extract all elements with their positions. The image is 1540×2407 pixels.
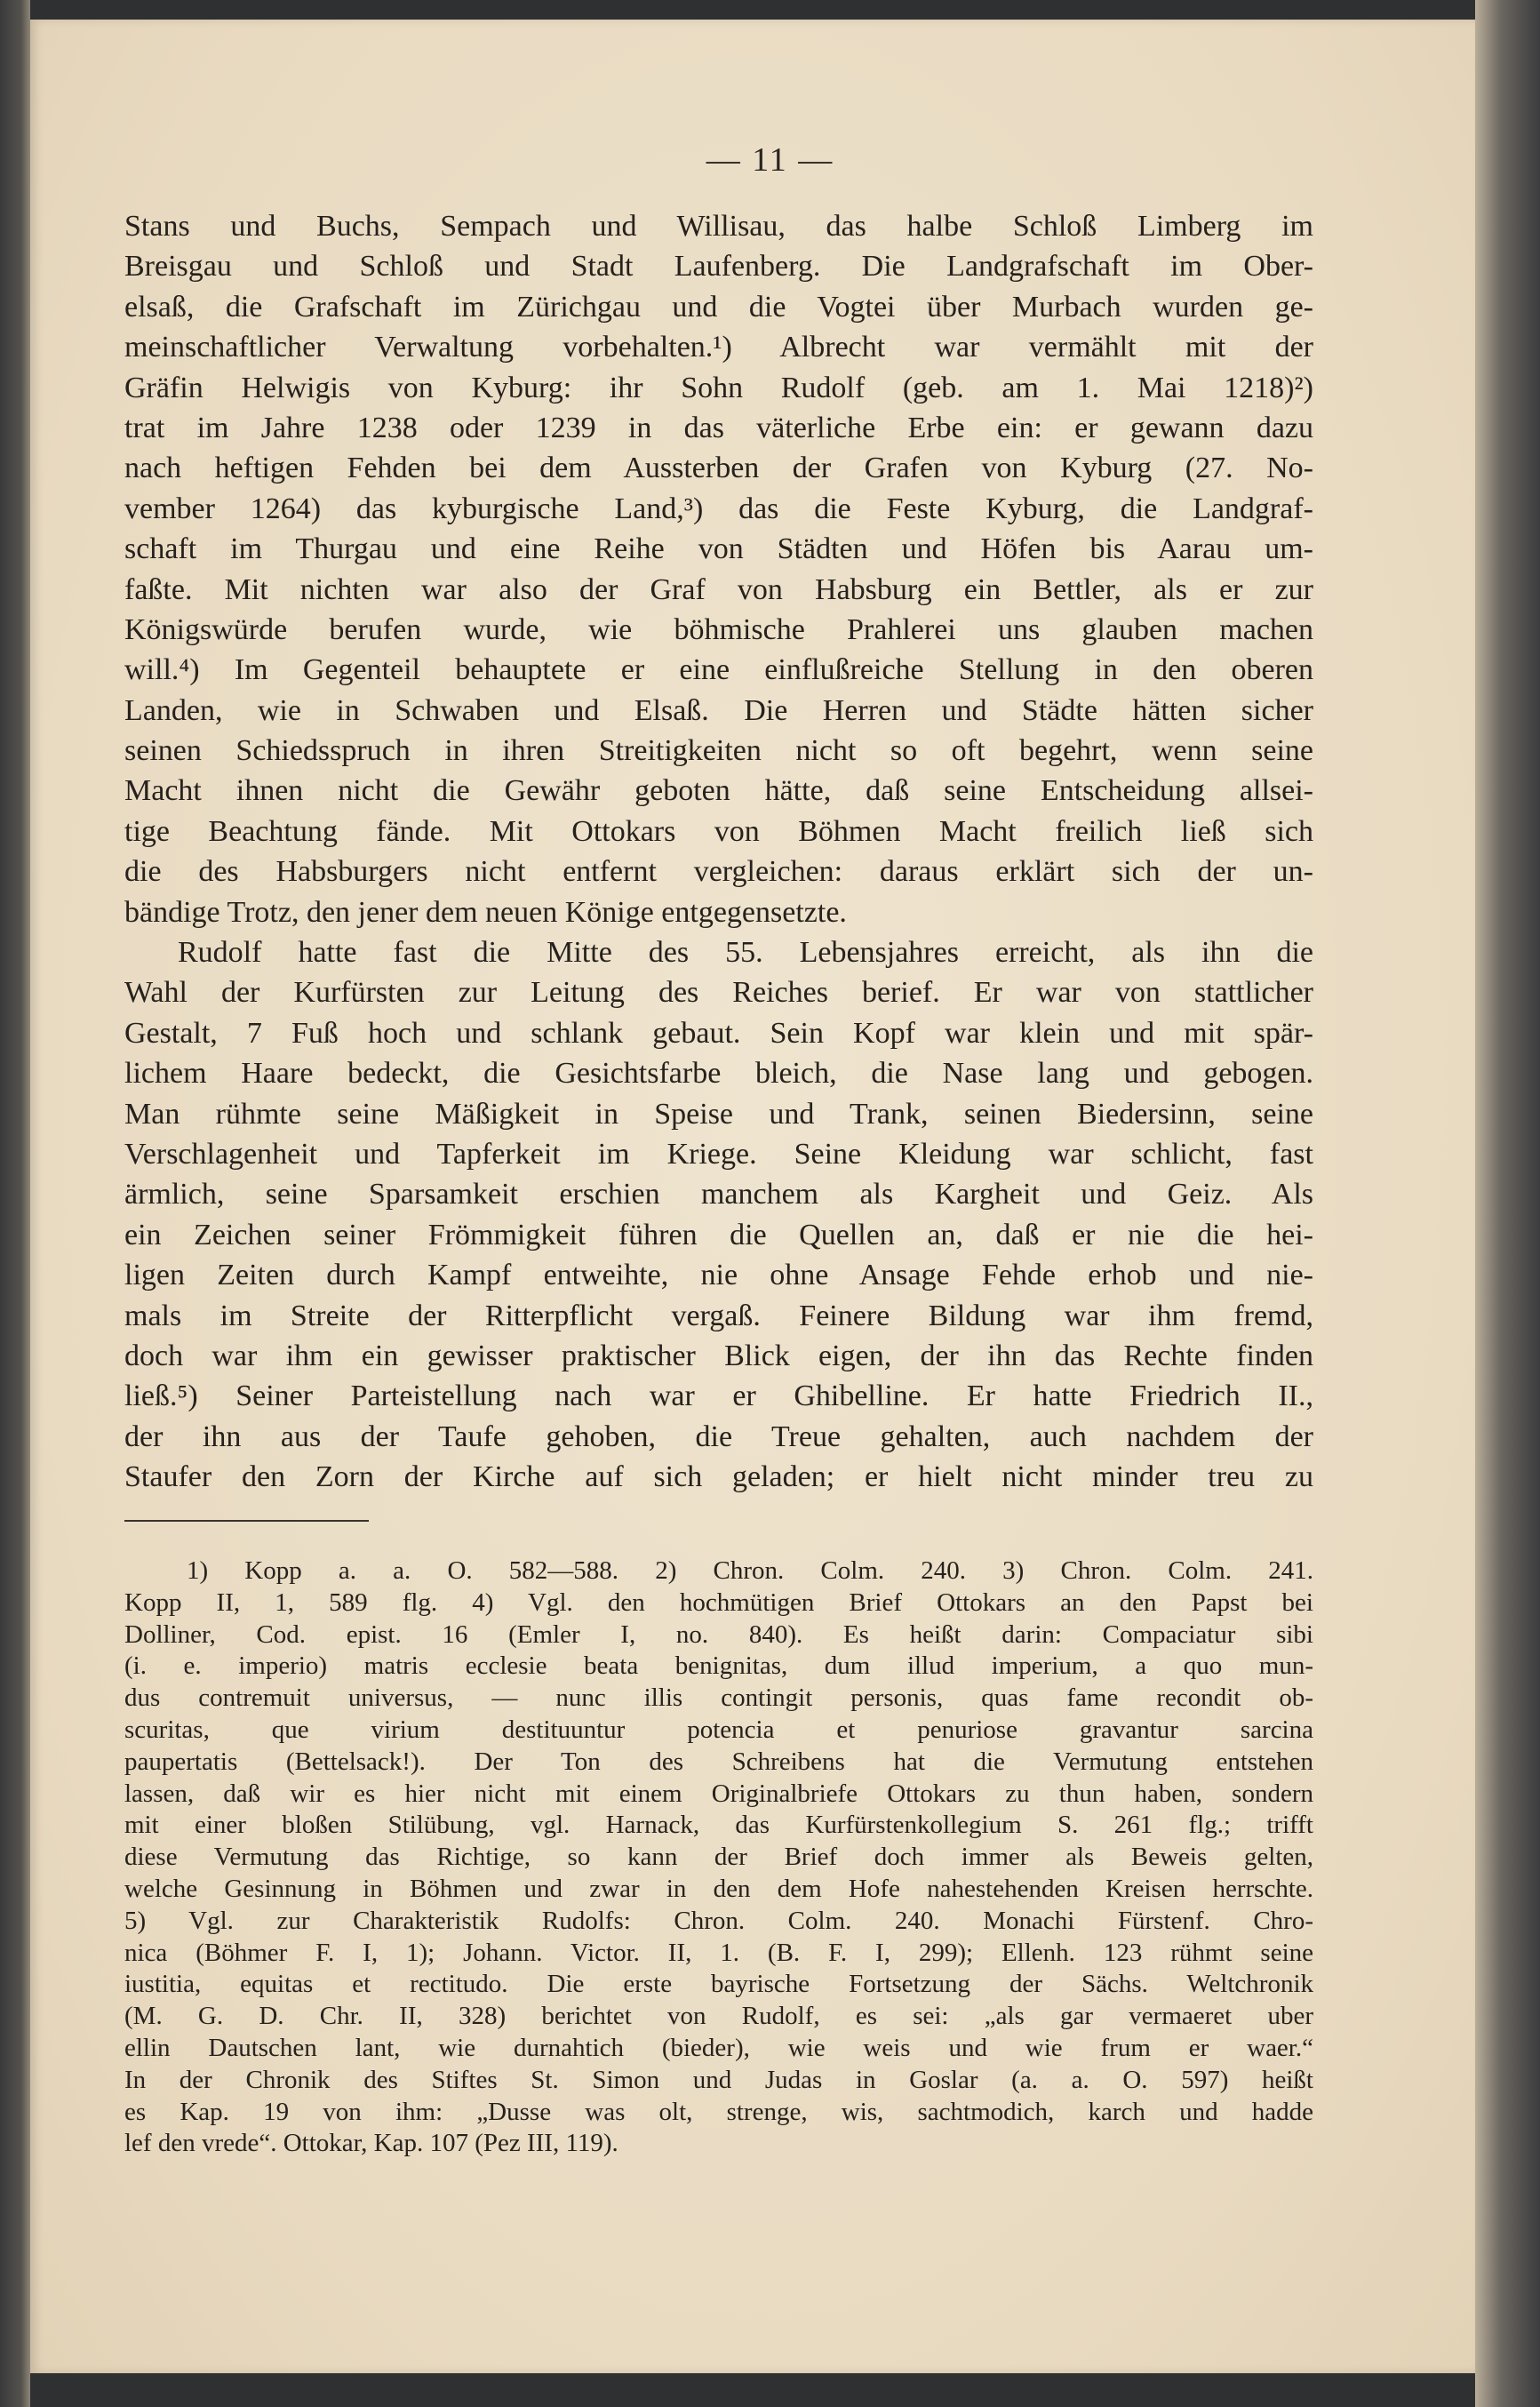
footnotes — [124, 1555, 1313, 2160]
footnote-line: In der Chronik des Stiftes St. Simon und Judas in Goslar (a. a. O. 597) heißt — [124, 2065, 1313, 2094]
footnote-line: (i. e. imperio) matris ecclesie beata benignitas, dum illud imperium, a quo mun- — [124, 1651, 1313, 1681]
text-line: trat im Jahre 1238 oder 1239 in das väterliche Erbe ein: er gewann dazu — [124, 411, 1313, 444]
text-line: Man rühmte seine Mäßigkeit in Speise und Trank, seinen Biedersinn, seine — [124, 1097, 1313, 1131]
text-line: ärmlich, seine Sparsamkeit erschien manchem als Kargheit und Geiz. Als — [124, 1178, 1313, 1211]
text-line: doch war ihm ein gewisser praktischer Blick eigen, der ihn das Rechte finden — [124, 1339, 1313, 1372]
text-line: lichem Haare bedeckt, die Gesichtsfarbe bleich, die Nase lang und gebogen. — [124, 1057, 1313, 1091]
footnote-line: es Kap. 19 von ihm: „Dusse was olt, strenge, wis, sachtmodich, karch und hadde — [124, 2097, 1313, 2126]
text-line: nach heftigen Fehden bei dem Aussterben der Grafen von Kyburg (27. No- — [124, 452, 1313, 485]
text-line: Breisgau und Schloß und Stadt Laufenberg. Die Landgrafschaft im Ober- — [124, 250, 1313, 284]
text-line: Königswürde berufen wurde, wie böhmische Prahlerei uns glauben machen — [124, 612, 1313, 646]
footnote-line: Dolliner, Cod. epist. 16 (Emler I, no. 840). Es heißt darin: Compaciatur sibi — [124, 1619, 1313, 1649]
text-line: Gestalt, 7 Fuß hoch und schlank gebaut. Sein Kopf war klein und mit spär- — [124, 1016, 1313, 1050]
footnote-line: paupertatis (Bettelsack!). Der Ton des Schreibens hat die Vermutung entstehen — [124, 1747, 1313, 1776]
footnote-line: (M. G. D. Chr. II, 328) berichtet von Rudolf, es sei: „als gar vermaeret uber — [124, 2002, 1313, 2031]
text-line: ein Zeichen seiner Frömmigkeit führen die Quellen an, daß er nie die hei- — [124, 1218, 1313, 1251]
text-line: der ihn aus der Taufe gehoben, die Treue gehalten, auch nachdem der — [124, 1419, 1313, 1453]
scan-left-edge — [0, 0, 30, 2407]
footnote-line: scuritas, que virium destituuntur potencia et penuriose gravantur sarcina — [124, 1715, 1313, 1744]
text-line: Gräfin Helwigis von Kyburg: ihr Sohn Rudolf (geb. am 1. Mai 1218)²) — [124, 371, 1313, 404]
text-line: schaft im Thurgau und eine Reihe von Städten und Höfen bis Aarau um- — [124, 532, 1313, 566]
text-line: ließ.⁵) Seiner Parteistellung nach war er Ghibelline. Er hatte Friedrich II., — [124, 1379, 1313, 1413]
text-line: bändige Trotz, den jener dem neuen Könige entgegensetzte. — [124, 895, 847, 929]
text-line: ligen Zeiten durch Kampf entweihte, nie ohne Ansage Fehde erhob und nie- — [124, 1259, 1313, 1292]
text-line: Verschlagenheit und Tapferkeit im Kriege. Seine Kleidung war schlicht, fast — [124, 1137, 1313, 1171]
scan-right-edge — [1475, 0, 1540, 2407]
footnote-separator-rule — [124, 1520, 369, 1522]
footnote-line: mit einer bloßen Stilübung, vgl. Harnack, das Kurfürstenkollegium S. 261 flg.; trifft — [124, 1811, 1313, 1840]
text-line: Landen, wie in Schwaben und Elsaß. Die Herren und Städte hätten sicher — [124, 693, 1313, 727]
text-line: seinen Schiedsspruch in ihren Streitigkeiten nicht so oft begehrt, wenn seine — [124, 734, 1313, 768]
text-line: die des Habsburgers nicht entfernt vergleichen: daraus erklärt sich der un- — [124, 855, 1313, 889]
text-line: Stans und Buchs, Sempach und Willisau, das halbe Schloß Limberg im — [124, 210, 1313, 243]
footnote-line: lassen, daß wir es hier nicht mit einem Originalbriefe Ottokars zu thun haben, sondern — [124, 1779, 1313, 1808]
footnote-line: ellin Dautschen lant, wie durnahtich (bieder), wie weis und wie frum er waer.“ — [124, 2033, 1313, 2062]
text-line: tige Beachtung fände. Mit Ottokars von Böhmen Macht freilich ließ sich — [124, 814, 1313, 848]
footnote-line: 1) Kopp a. a. O. 582—588. 2) Chron. Colm. 240. 3) Chron. Colm. 241. — [187, 1556, 1313, 1585]
text-line: faßte. Mit nichten war also der Graf von Habsburg ein Bettler, als er zur — [124, 572, 1313, 606]
footnote-line: welche Gesinnung in Böhmen und zwar in den dem Hofe nahestehenden Kreisen herrschte. — [124, 1874, 1313, 1903]
footnote-line: 5) Vgl. zur Charakteristik Rudolfs: Chron. Colm. 240. Monachi Fürstenf. Chro- — [124, 1906, 1313, 1935]
text-line: elsaß, die Grafschaft im Zürichgau und die Vogtei über Murbach wurden ge- — [124, 290, 1313, 324]
footnote-line: lef den vrede“. Ottokar, Kap. 107 (Pez III, 119). — [124, 2129, 618, 2158]
text-line: will.⁴) Im Gegenteil behauptete er eine einflußreiche Stellung in den oberen — [124, 653, 1313, 687]
page-number: — 11 — — [706, 141, 834, 179]
text-line: mals im Streite der Ritterpflicht vergaß. Feinere Bildung war ihm fremd, — [124, 1299, 1313, 1332]
text-line: vember 1264) das kyburgische Land,³) das die Feste Kyburg, die Landgraf- — [124, 492, 1313, 525]
footnote-line: Kopp II, 1, 589 flg. 4) Vgl. den hochmütigen Brief Ottokars an den Papst bei — [124, 1587, 1313, 1617]
text-line: Macht ihnen nicht die Gewähr geboten hätte, daß seine Entscheidung allsei- — [124, 774, 1313, 808]
text-line: Staufer den Zorn der Kirche auf sich geladen; er hielt nicht minder treu zu — [124, 1460, 1313, 1494]
text-line: meinschaftlicher Verwaltung vorbehalten.¹) Albrecht war vermählt mit der — [124, 331, 1313, 364]
footnote-line: nica (Böhmer F. I, 1); Johann. Victor. II, 1. (B. F. I, 299); Ellenh. 123 rühmt seine — [124, 1938, 1313, 1967]
main-text-body — [124, 206, 1313, 1498]
footnote-line: diese Vermutung das Richtige, so kann der Brief doch immer als Beweis gelten, — [124, 1843, 1313, 1872]
text-line: Rudolf hatte fast die Mitte des 55. Lebensjahres erreicht, als ihn die — [178, 936, 1313, 970]
text-line: Wahl der Kurfürsten zur Leitung des Reiches berief. Er war von stattlicher — [124, 976, 1313, 1010]
footnote-line: iustitia, equitas et rectitudo. Die erste bayrische Fortsetzung der Sächs. Weltchronik — [124, 1970, 1313, 1999]
footnote-line: dus contremuit universus, — nunc illis contingit personis, quas fame recondit ob- — [124, 1683, 1313, 1713]
